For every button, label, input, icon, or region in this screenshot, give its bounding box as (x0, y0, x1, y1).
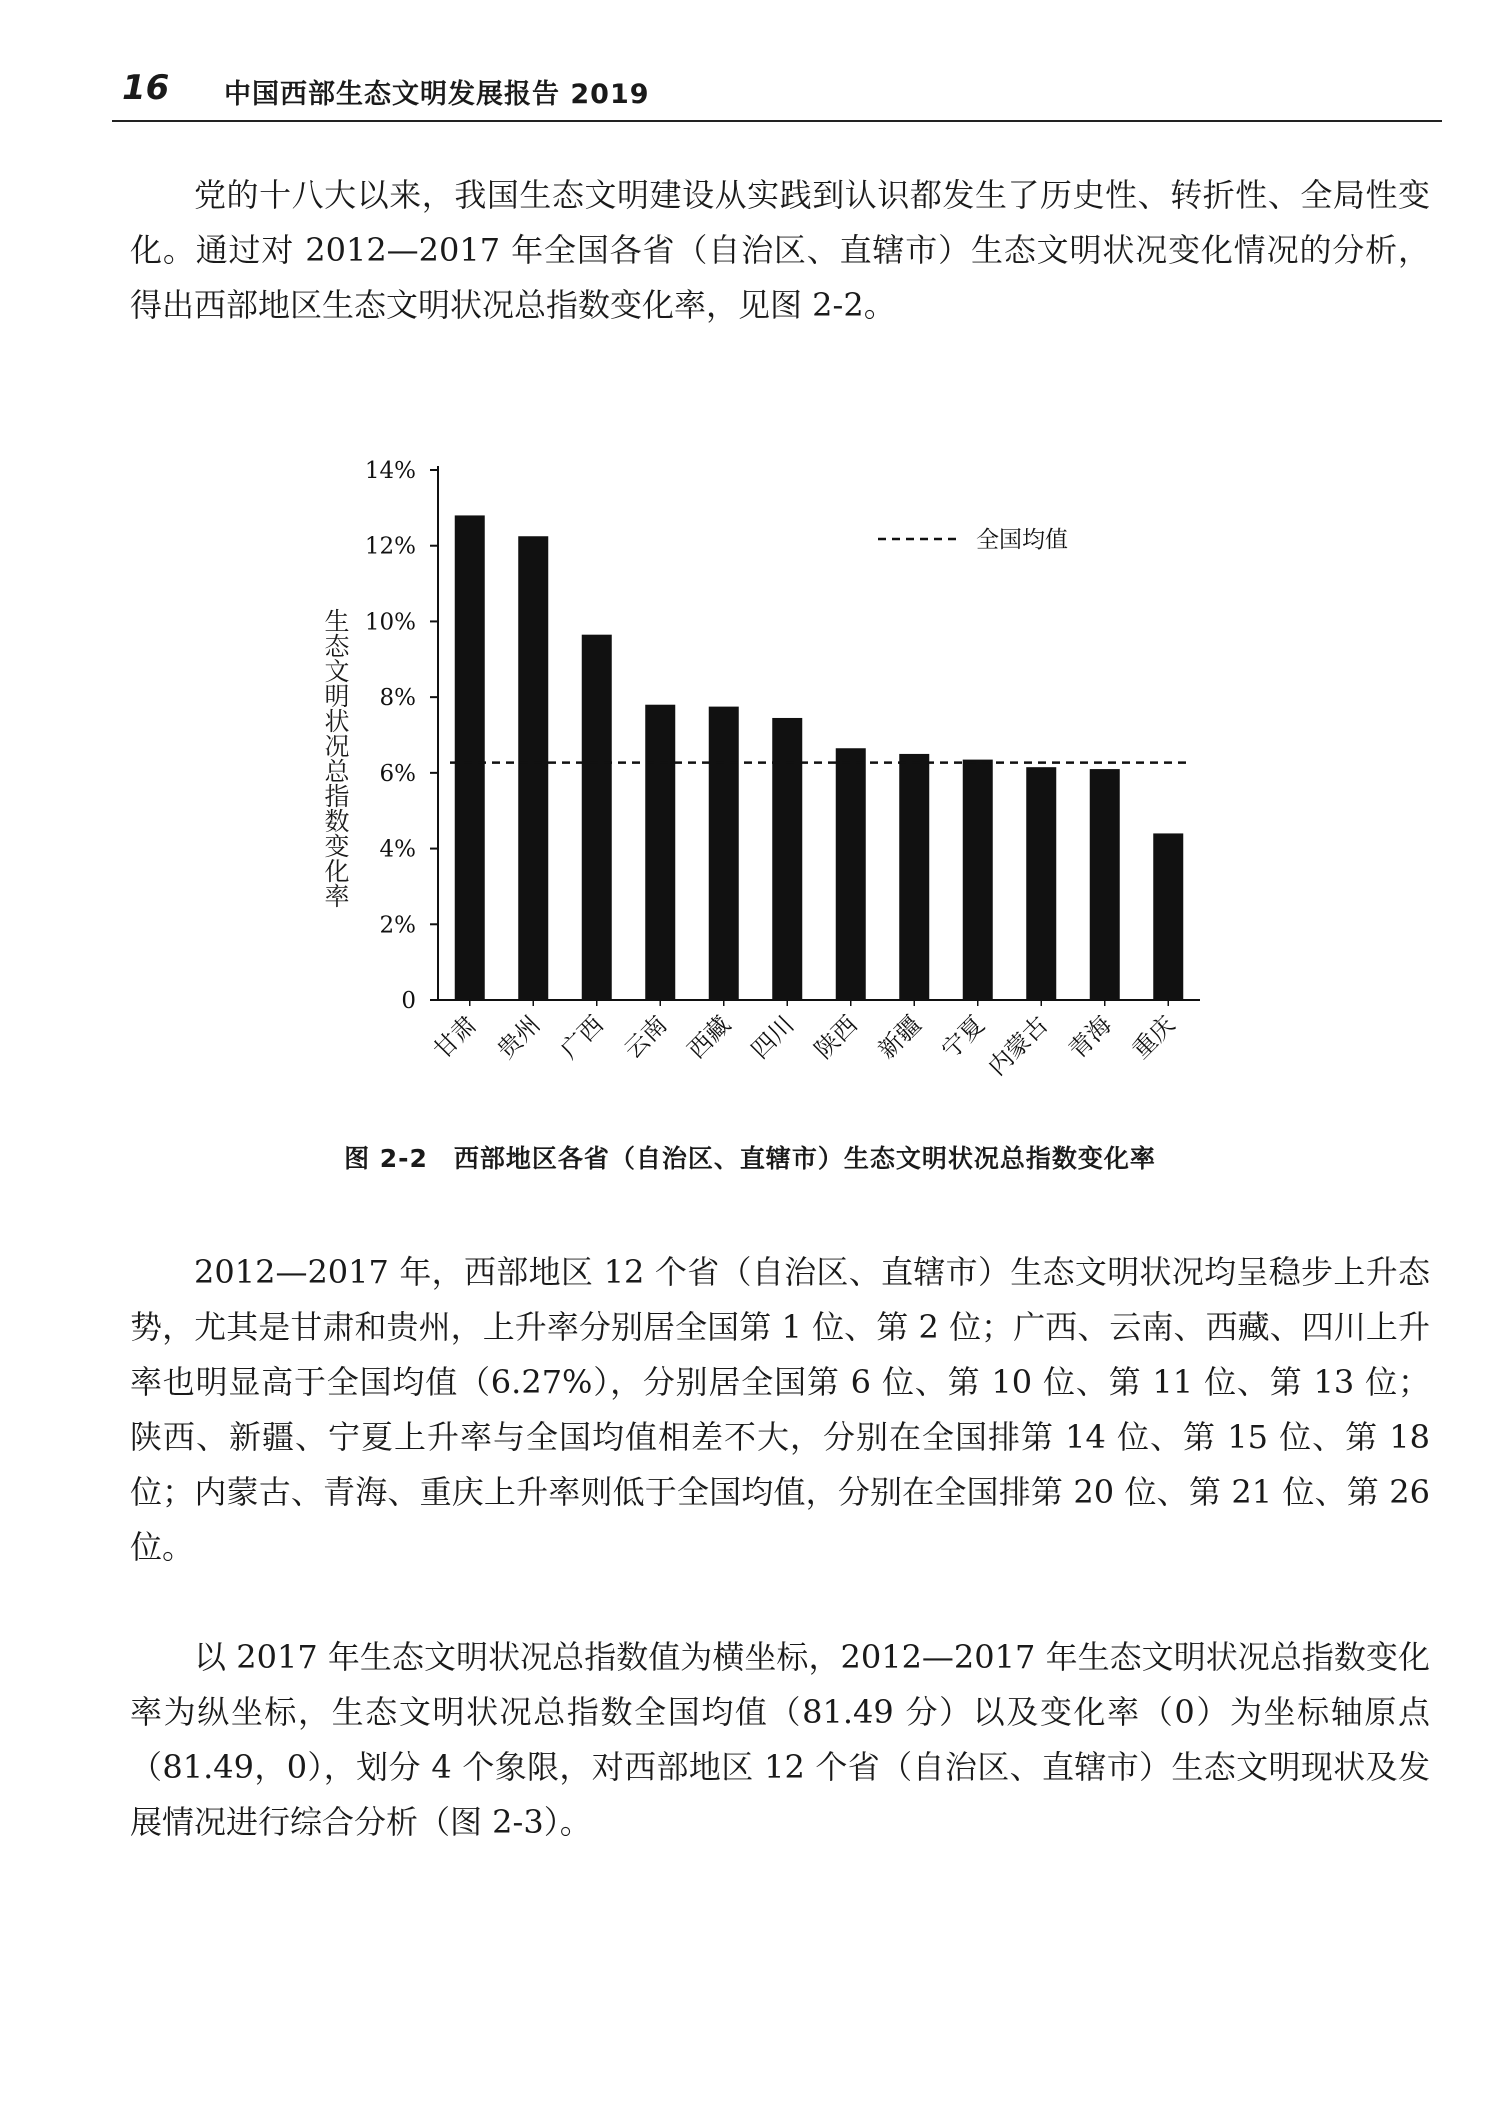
y-tick-label: 2% (379, 912, 416, 939)
x-category-label: 广西 (555, 1010, 609, 1065)
body-paragraph-2: 2012—2017 年，西部地区 12 个省（自治区、直辖市）生态文明状况均呈稳步上升态势，尤其是甘肃和贵州，上升率分别居全国第 1 位、第 2 位；广西、云南、西藏、四川上升率也明显高于全国均值（6.27%），分别居全国第 6 位、第 10 位、第 11 位、第 13 位；陕西、新疆、宁夏上升率与全国均值相差不大，分别在全国排第 14 位、第 15 位、第 18 位；内蒙古、青海、重庆上升率则低于全国均值，分别在全国排第 20 位、第 21 位、第 26 位。 (130, 1253, 1430, 1566)
y-tick-label: 8% (379, 685, 416, 712)
bar-4 (645, 705, 675, 1000)
x-category-label: 重庆 (1126, 1010, 1181, 1065)
body-paragraph-1: 党的十八大以来，我国生态文明建设从实践到认识都发生了历史性、转折性、全局性变化。通过对 2012—2017 年全国各省（自治区、直辖市）生态文明状况变化情况的分析，得出西部地区生态文明状况总指数变化率，见图 2-2。 (130, 176, 1430, 324)
bar-7 (836, 748, 866, 1000)
bar-6 (772, 718, 802, 1000)
bar-12 (1153, 833, 1183, 1000)
bar-8 (899, 754, 929, 1000)
y-tick-label: 12% (364, 533, 416, 560)
bar-11 (1090, 769, 1120, 1000)
y-tick-label: 4% (379, 836, 416, 863)
y-tick-label: 14% (364, 458, 416, 484)
y-tick-label: 6% (379, 760, 416, 787)
y-tick-label: 10% (364, 609, 416, 636)
bar-1 (455, 515, 485, 1000)
x-category-label: 新疆 (872, 1010, 927, 1065)
x-category-label: 云南 (618, 1010, 673, 1065)
y-tick-label: 0 (401, 988, 416, 1014)
x-category-label: 陕西 (809, 1010, 863, 1065)
bar-5 (709, 707, 739, 1000)
bar-2 (518, 536, 548, 1000)
x-category-label: 青海 (1063, 1010, 1117, 1065)
legend-label: 全国均值 (976, 527, 1068, 553)
x-category-label: 内蒙古 (982, 1010, 1054, 1082)
x-category-label: 宁夏 (936, 1010, 990, 1065)
running-title: 中国西部生态文明发展报告 2019 (224, 79, 650, 110)
bar-10 (1026, 767, 1056, 1000)
x-category-label: 甘肃 (428, 1010, 482, 1065)
page-header (112, 60, 1442, 122)
x-category-label: 西藏 (682, 1010, 736, 1065)
chart-canvas (300, 440, 1220, 1100)
figure-caption: 图 2-2 西部地区各省（自治区、直辖市）生态文明状况总指数变化率 (344, 1144, 1156, 1173)
body-paragraph-3: 以 2017 年生态文明状况总指数值为横坐标，2012—2017 年生态文明状况总指数变化率为纵坐标，生态文明状况总指数全国均值（81.49 分）以及变化率（0）为坐标轴原点（81.49，0），划分 4 个象限，对西部地区 12 个省（自治区、直辖市）生态文明现状及发展情况进行综合分析（图 2-3）。 (130, 1638, 1430, 1841)
bar-3 (582, 635, 612, 1000)
bar-chart (300, 440, 1220, 1100)
bar-9 (963, 760, 993, 1000)
x-category-label: 四川 (745, 1010, 800, 1065)
page-number: 16 (122, 68, 170, 108)
y-axis-title: 生态文明状况总指数变化率 (321, 608, 350, 908)
x-category-label: 贵州 (491, 1010, 546, 1065)
